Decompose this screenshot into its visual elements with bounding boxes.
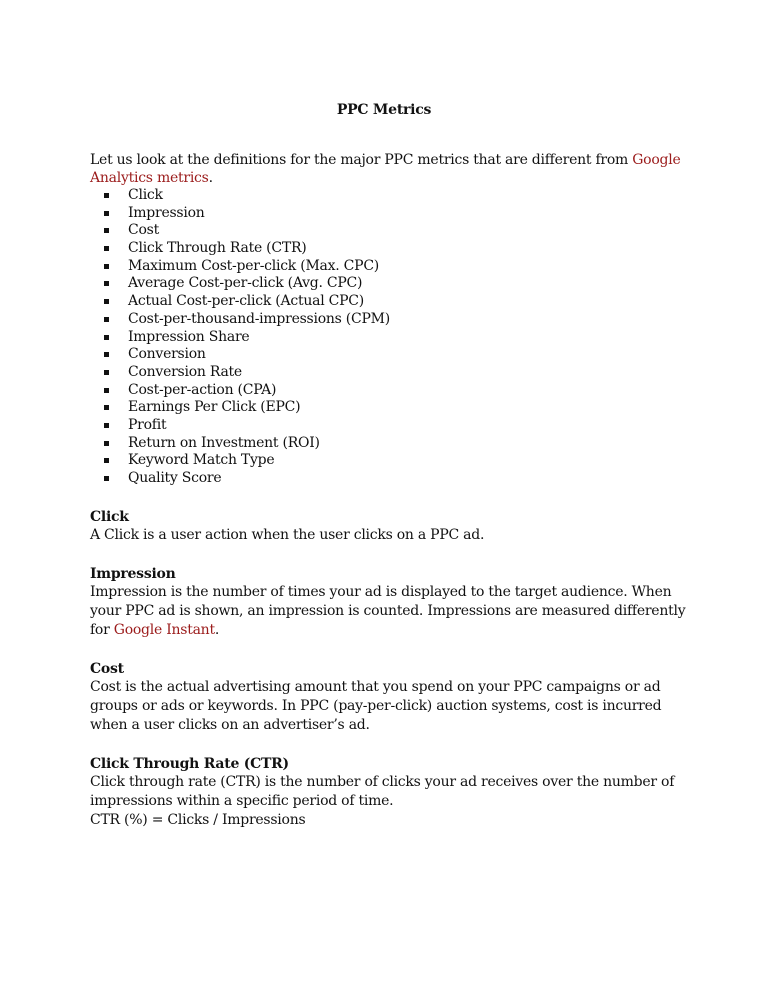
bullet-icon — [104, 352, 109, 357]
section-heading-cost: Cost — [90, 660, 124, 677]
metric-label: Actual Cost-per-click (Actual CPC) — [128, 293, 364, 310]
page-title: PPC Metrics — [336, 102, 432, 118]
metric-label: Profit — [128, 416, 167, 433]
intro-text: Let us look at the definitions for the major PPC metrics that are different from — [90, 152, 633, 168]
bullet-icon — [104, 264, 109, 269]
metric-label: Return on Investment (ROI) — [128, 434, 320, 451]
metrics-list — [90, 187, 690, 488]
metric-label: Earnings Per Click (EPC) — [128, 399, 301, 416]
list-item — [90, 311, 690, 329]
bullet-icon — [104, 335, 109, 340]
metric-label: Cost-per-action (CPA) — [128, 381, 277, 398]
bullet-icon — [104, 246, 109, 251]
list-item — [90, 346, 690, 364]
list-item — [90, 222, 690, 240]
section-click — [90, 508, 690, 545]
metric-label: Average Cost-per-click (Avg. CPC) — [128, 275, 363, 292]
list-item — [90, 258, 690, 276]
list-item — [90, 364, 690, 382]
list-item — [90, 452, 690, 470]
metric-label: Cost-per-thousand-impressions (CPM) — [128, 310, 390, 327]
metric-label: Click — [128, 187, 163, 203]
impression-body-end: . — [214, 621, 220, 638]
section-heading-impression: Impression — [90, 565, 176, 582]
section-body-cost: Cost is the actual advertising amount that you spend on your PPC campaigns or ad groups or ads or keywords. In PPC (pay-per-click) auction systems, cost is incurred when a user clicks on an advertiser’s ad. — [90, 678, 662, 733]
document-page — [90, 96, 690, 830]
bullet-icon — [104, 193, 109, 198]
bullet-icon — [104, 476, 109, 481]
list-item — [90, 470, 690, 488]
section-body-impression — [90, 583, 690, 640]
bullet-icon — [104, 228, 109, 233]
section-ctr — [90, 755, 690, 830]
metric-label: Conversion — [128, 346, 206, 363]
section-cost — [90, 660, 690, 735]
metric-label: Cost — [128, 222, 159, 239]
section-heading-click: Click — [90, 508, 129, 525]
metric-label: Impression Share — [128, 328, 250, 345]
section-heading-ctr: Click Through Rate (CTR) — [90, 755, 289, 772]
list-item — [90, 187, 690, 205]
google-instant-link[interactable]: Google Instant — [113, 621, 215, 638]
metric-label: Quality Score — [128, 470, 222, 486]
bullet-icon — [104, 441, 109, 446]
list-item — [90, 275, 690, 293]
list-item — [90, 399, 690, 417]
intro-end: . — [208, 170, 213, 186]
bullet-icon — [104, 388, 109, 393]
list-item — [90, 382, 690, 400]
bullet-icon — [104, 281, 109, 286]
list-item — [90, 417, 690, 435]
metric-label: Keyword Match Type — [128, 452, 275, 469]
bullet-icon — [104, 423, 109, 428]
list-item — [90, 329, 690, 347]
metric-label: Click Through Rate (CTR) — [128, 240, 307, 257]
metric-label: Impression — [128, 204, 205, 221]
google-analytics-metrics-link[interactable]: Google Analytics metrics — [90, 152, 681, 186]
ctr-formula: CTR (%) = Clicks / Impressions — [90, 811, 306, 828]
list-item — [90, 293, 690, 311]
bullet-icon — [104, 458, 109, 463]
bullet-icon — [104, 299, 109, 304]
intro-paragraph — [90, 151, 690, 187]
section-body-click: A Click is a user action when the user clicks on a PPC ad. — [90, 526, 485, 543]
section-body-ctr: Click through rate (CTR) is the number of clicks your ad receives over the number of impressions within a specific period of time. — [90, 773, 675, 809]
bullet-icon — [104, 317, 109, 322]
bullet-icon — [104, 405, 109, 410]
impression-body-text: Impression is the number of times your ad is displayed to the target audience. When your PPC ad is shown, an impression is counted. Impressions are measured differently for — [90, 583, 686, 638]
list-item — [90, 435, 690, 453]
section-impression — [90, 565, 690, 640]
metric-label: Conversion Rate — [128, 363, 242, 380]
list-item — [90, 240, 690, 258]
metric-label: Maximum Cost-per-click (Max. CPC) — [128, 257, 379, 274]
bullet-icon — [104, 211, 109, 216]
list-item — [90, 205, 690, 223]
bullet-icon — [104, 370, 109, 375]
